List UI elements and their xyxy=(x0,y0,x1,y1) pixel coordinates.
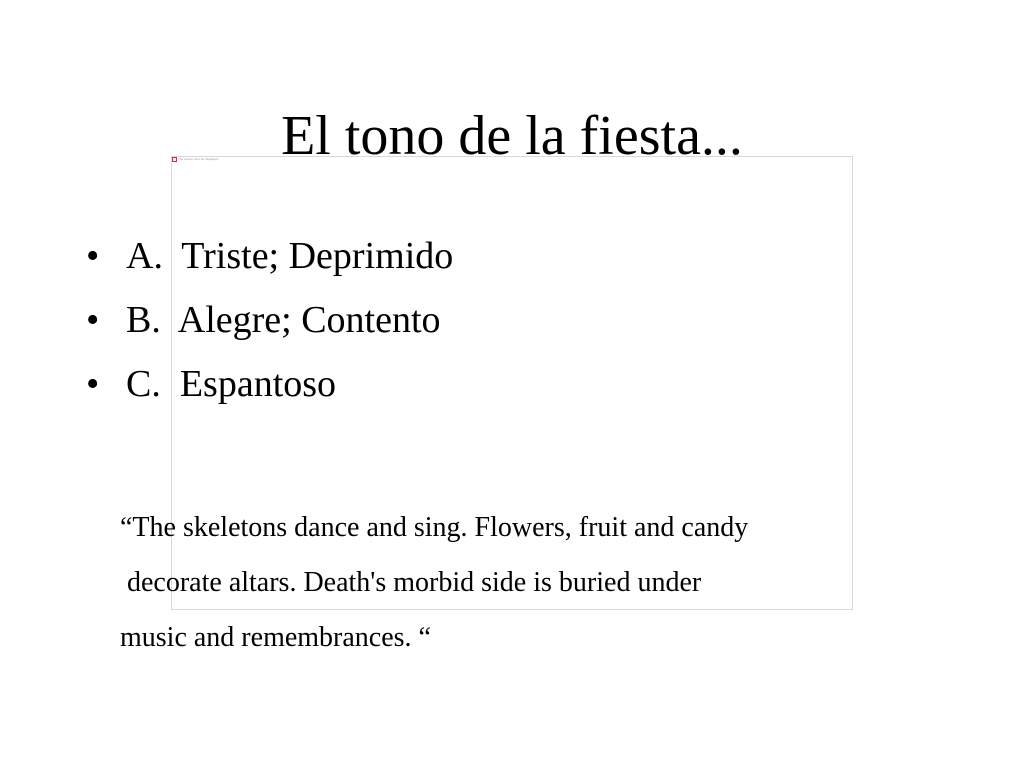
answer-option-b xyxy=(86,298,453,362)
answer-option-text: C. Espantoso xyxy=(126,363,337,405)
bullet-icon: • xyxy=(86,235,100,277)
answer-option-c xyxy=(86,362,453,426)
answer-option-text: A. Triste; Deprimido xyxy=(126,235,454,277)
answer-option-text: B. Alegre; Contento xyxy=(126,299,441,341)
quote-line: music and remembrances. “ xyxy=(120,622,431,653)
image-alt-text: The picture can't be displayed. xyxy=(178,157,219,161)
bullet-icon: • xyxy=(86,363,100,405)
bullet-icon: • xyxy=(86,299,100,341)
quote-line: decorate altars. Death's morbid side is buried under xyxy=(120,567,702,598)
answer-options-list xyxy=(86,234,453,426)
slide-title: El tono de la fiesta... xyxy=(281,105,743,167)
quote-block xyxy=(120,500,748,665)
answer-option-a xyxy=(86,234,453,298)
quote-line: “The skeletons dance and sing. Flowers, fruit and candy xyxy=(120,512,749,543)
broken-image-icon xyxy=(172,157,177,162)
